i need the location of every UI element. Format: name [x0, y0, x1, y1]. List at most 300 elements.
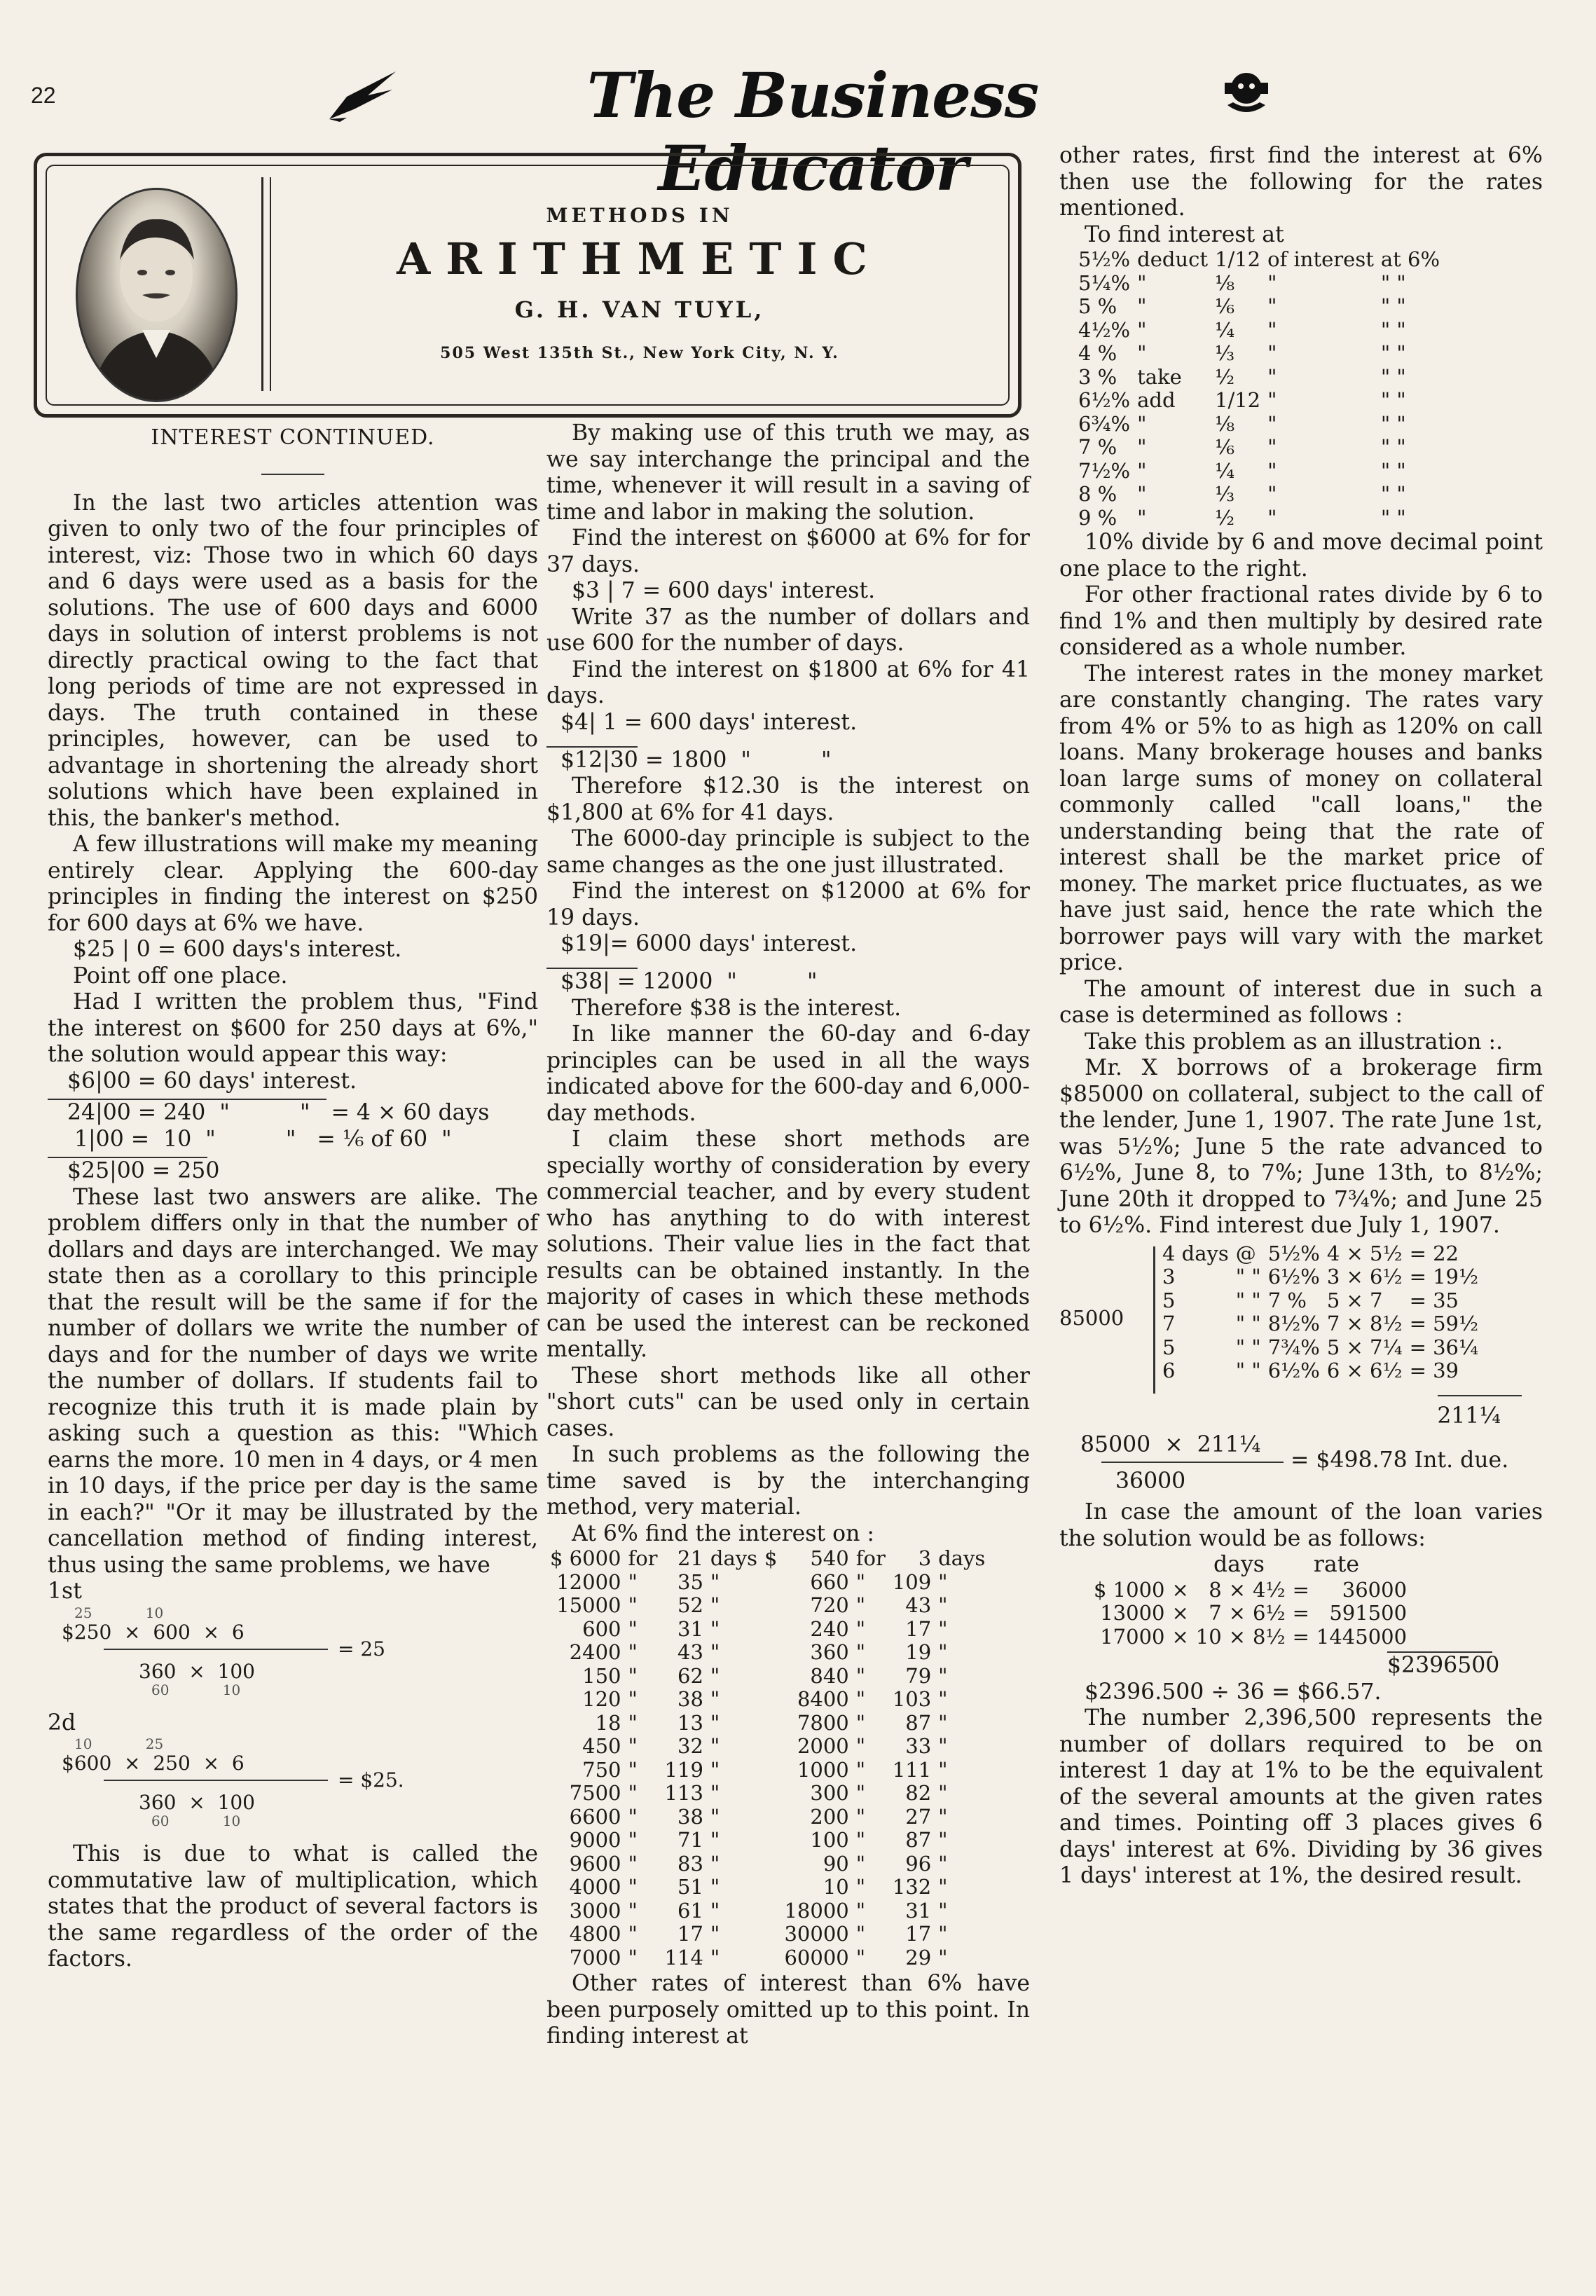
table-cell [761, 1852, 780, 1876]
table-cell: " [855, 1781, 866, 1805]
table-cell: 200 [810, 1804, 849, 1829]
table-cell: take [1137, 364, 1182, 389]
table-cell: 17000 [1100, 1624, 1165, 1649]
table-cell [761, 1618, 780, 1642]
table-cell: " [628, 1828, 638, 1852]
table-cell [761, 1782, 780, 1806]
table-cell: ⅙ [1215, 435, 1235, 459]
table-cell: " " [1235, 1312, 1261, 1335]
table-cell: " [855, 1804, 866, 1829]
table-cell: ⅛ [1215, 411, 1235, 436]
table-cell: 36000 [1342, 1577, 1408, 1602]
table-cell: 83 [677, 1851, 703, 1876]
table-cell: 51 [677, 1875, 703, 1899]
table-cell: 5½% [1078, 247, 1131, 271]
table-cell: ⅛ [1215, 270, 1235, 295]
table-cell: " [855, 1734, 866, 1758]
table-cell: " [938, 1945, 948, 1970]
equation-line: $2396.500 ÷ 36 = $66.57. [1085, 1679, 1382, 1705]
table-row [546, 1665, 989, 1689]
table-cell: " [855, 1569, 866, 1594]
table-cell: 13 [677, 1710, 703, 1735]
table-row [546, 1899, 989, 1923]
table-cell: = 22 [1409, 1241, 1459, 1265]
table-cell: " [710, 1804, 720, 1829]
table-cell: 6 × 6½ [1326, 1359, 1403, 1382]
table-cell [761, 1641, 780, 1665]
table-cell: for [855, 1546, 886, 1570]
table-cell: " [1137, 294, 1147, 318]
table-cell [761, 1829, 780, 1852]
table-cell: 4 days [1162, 1241, 1229, 1265]
table-cell [761, 1876, 780, 1899]
table-cell: ½ [1215, 364, 1235, 389]
paragraph: Find the interest on $1800 at 6% for 41 days. [546, 657, 1030, 708]
example-label: 2d [48, 1710, 76, 1735]
work-line: $38| = 12000 " " [546, 968, 638, 996]
table-cell: 38 [677, 1804, 703, 1829]
table-row [1075, 507, 1443, 530]
table-cell: 6½% [1267, 1265, 1320, 1288]
table-cell: " [710, 1757, 720, 1782]
table-cell: " [628, 1640, 638, 1664]
table-cell: 840 [810, 1663, 849, 1688]
paragraph: In case the amount of the loan varies the solution would be as follows: [1059, 1499, 1543, 1551]
table-cell: " " [1380, 505, 1406, 530]
table-row [1075, 366, 1443, 390]
table-cell: = 39 [1409, 1359, 1459, 1382]
table-row [1090, 1625, 1410, 1649]
table-cell: " [938, 1663, 948, 1688]
table-cell: " " [1380, 482, 1406, 506]
paragraph: Therefore $12.30 is the interest on $1,800 at 6% for 41 days. [546, 774, 1030, 825]
table-cell: " " [1380, 388, 1406, 412]
table-row [1075, 342, 1443, 366]
table-cell: " [938, 1828, 948, 1852]
table-cell [761, 1665, 780, 1689]
table-cell: 9 % [1078, 505, 1117, 530]
table-cell: = [1292, 1624, 1309, 1649]
table-cell: " [855, 1616, 866, 1641]
table-cell: 8 [1209, 1577, 1222, 1602]
work-line: 24|00 = 240 " " = 4 × 60 days [48, 1099, 326, 1127]
table-cell: " [628, 1734, 638, 1758]
table-cell: " [628, 1663, 638, 1688]
table-row [1075, 413, 1443, 436]
table-cell: " [938, 1687, 948, 1711]
table-cell: " [938, 1757, 948, 1782]
table-cell: " [1267, 317, 1277, 342]
table-cell: = [1292, 1577, 1309, 1602]
paragraph: In such problems as the following the time saved is by the interchanging method, very material. [546, 1442, 1030, 1520]
table-cell: " " [1380, 458, 1406, 483]
table-cell: " [1267, 458, 1277, 483]
table-cell: " [938, 1781, 948, 1805]
table-cell: 3000 [569, 1898, 621, 1923]
table-cell: " [855, 1851, 866, 1876]
table-cell: 7500 [569, 1781, 621, 1805]
table-cell: " [1267, 294, 1277, 318]
table-row [546, 1547, 989, 1571]
paragraph: other rates, first find the interest at 6% then use the following for the rates mentioned. [1059, 143, 1543, 221]
table-cell: ⅓ [1215, 341, 1235, 365]
table-cell: " [628, 1875, 638, 1899]
paragraph: Find the interest on $12000 at 6% for 19 days. [546, 879, 1030, 930]
work-line: 1|00 = 10 " " = ⅙ of 60 " [67, 1126, 452, 1152]
table-cell: 5 × 7¼ [1326, 1335, 1403, 1359]
table-cell: 3 × 6½ [1326, 1265, 1403, 1288]
work-line: $4| 1 = 600 days' interest. [560, 709, 858, 735]
table-row [1075, 272, 1443, 296]
table-cell: 5¼% [1078, 270, 1131, 295]
table-cell: " [855, 1663, 866, 1688]
table-cell: 10 [823, 1875, 849, 1899]
table-cell: × [1228, 1601, 1246, 1625]
rate-conversion-table [1075, 248, 1443, 530]
author-address: 505 West 135th St., New York City, N. Y. [440, 344, 839, 362]
table-cell: 13000 [1100, 1601, 1165, 1625]
table-row [1075, 248, 1443, 272]
table-cell: " [710, 1687, 720, 1711]
table-cell: " [938, 1640, 948, 1664]
article-header [34, 153, 1021, 418]
table-row [1159, 1242, 1482, 1266]
table-cell: 660 [810, 1569, 849, 1594]
table-cell: 540 [810, 1546, 849, 1570]
table-row [546, 1876, 989, 1899]
table-row [546, 1641, 989, 1665]
table-cell: 7 [1209, 1601, 1222, 1625]
paragraph: The amount of interest due in such a case is determined as follows : [1059, 976, 1543, 1028]
table-cell: × [1171, 1577, 1189, 1602]
table-cell: 90 [823, 1851, 849, 1876]
table-row [1090, 1602, 1410, 1625]
table-row [1075, 319, 1443, 343]
table-cell: 7 × 8½ [1326, 1312, 1403, 1335]
table-cell: 120 [582, 1687, 621, 1711]
table-row [1159, 1265, 1482, 1289]
table-cell: 7800 [797, 1710, 849, 1735]
column-2 [546, 420, 1030, 2050]
paragraph: The 6000-day principle is subject to the same changes as the one just illustrated. [546, 826, 1030, 878]
table-cell: " [938, 1851, 948, 1876]
table-cell: × [1171, 1601, 1189, 1625]
paragraph: Had I written the problem thus, "Find the interest on $600 for 250 days at 6%," the solution would appear this way: [48, 989, 538, 1067]
table-cell: 1/12 [1215, 388, 1261, 412]
loan-table [1090, 1579, 1410, 1649]
table-cell: " [710, 1593, 720, 1617]
table-cell: " [938, 1804, 948, 1829]
table-cell: " [855, 1875, 866, 1899]
paragraph: In like manner the 60-day and 6-day principles can be used in all the ways indicated above for the 600-day and 6,000-day methods. [546, 1022, 1030, 1126]
table-row [1159, 1289, 1482, 1313]
section-heading: INTEREST CONTINUED. [151, 425, 435, 450]
table-cell: " [710, 1710, 720, 1735]
table-cell: 15000 [556, 1593, 621, 1617]
table-cell: 31 [905, 1898, 932, 1923]
paragraph: Therefore $38 is the interest. [572, 995, 902, 1021]
table-row [546, 1594, 989, 1618]
table-cell: $ 1000 [1094, 1577, 1165, 1602]
table-cell: 61 [677, 1898, 703, 1923]
paragraph: 10% divide by 6 and move decimal point one place to the right. [1059, 530, 1543, 582]
table-cell: 19 [905, 1640, 932, 1664]
table-cell: 591500 [1329, 1601, 1408, 1625]
quill-pen-icon [326, 69, 403, 125]
table-cell: 3 % [1078, 364, 1117, 389]
table-cell: " [938, 1616, 948, 1641]
table-cell: 35 [677, 1569, 703, 1594]
table-cell: " [1267, 270, 1277, 295]
table-cell: " [855, 1945, 866, 1970]
table-cell: " " [1235, 1335, 1261, 1359]
table-cell: 17 [905, 1922, 932, 1946]
table-cell: " [710, 1922, 720, 1946]
table-cell: × [1171, 1624, 1189, 1649]
table-cell: 8 % [1078, 482, 1117, 506]
table-cell: 300 [810, 1781, 849, 1805]
table-cell: 132 [892, 1875, 932, 1899]
table-cell: " [1137, 317, 1147, 342]
rate-days-table [1159, 1242, 1482, 1383]
example-label: 1st [48, 1579, 82, 1604]
table-cell: 17 [905, 1616, 932, 1641]
paragraph: Write 37 as the number of dollars and use 600 for the number of days. [546, 604, 1030, 656]
table-cell: = 59½ [1409, 1312, 1479, 1335]
table-cell: 4800 [569, 1922, 621, 1946]
paragraph: A few illustrations will make my meaning entirely clear. Applying the 600-day principles in finding the interest on $250 for 600 days at 6% we have. [48, 832, 538, 936]
table-cell: " [1267, 505, 1277, 530]
table-cell: 32 [677, 1734, 703, 1758]
table-cell: " [1267, 388, 1277, 412]
table-cell: ⅓ [1215, 482, 1235, 506]
table-cell: " [855, 1922, 866, 1946]
paragraph: By making use of this truth we may, as we say interchange the principal and the time, whenever it will result in a saving of time and labor in making the solution. [546, 420, 1030, 525]
paragraph: Take this problem as an illustration :. [1085, 1029, 1504, 1054]
table-cell: " [710, 1875, 720, 1899]
table-cell: " [710, 1898, 720, 1923]
table-cell: 9600 [569, 1851, 621, 1876]
table-cell: " [710, 1569, 720, 1594]
table-cell: " [855, 1898, 866, 1923]
table-cell: $ [764, 1546, 778, 1570]
paragraph: In the last two articles attention was given to only two of the four principles of interest, viz: Those two in which 60 days and 6 days were used as a basis for the solutions. The use of 600 days and 6000 days in solution of interst problems is not directly practical owing to the fact that long periods of time are not expressed in days. The truth contained in these principles, however, can be used to advantage in shortening the already short solutions which have been explained in this, the banker's method. [48, 490, 538, 831]
table-row [1075, 460, 1443, 483]
table-cell: 1/12 [1215, 247, 1261, 271]
table-cell: " " [1380, 270, 1406, 295]
table-cell: 60000 [784, 1945, 849, 1970]
table-cell: 17 [677, 1922, 703, 1946]
table-cell: " [855, 1757, 866, 1782]
table-cell [761, 1923, 780, 1946]
table-cell: " " [1235, 1288, 1261, 1312]
text-line: Point off one place. [73, 963, 288, 989]
table-cell: 8½% [1267, 1312, 1320, 1335]
table-row [546, 1618, 989, 1642]
table-cell: = 19½ [1409, 1265, 1479, 1288]
column-1 [48, 425, 538, 1973]
table-cell: at 6% [1380, 247, 1440, 271]
principal-amount: 85000 [1059, 1305, 1124, 1330]
table-row [546, 1946, 989, 1970]
table-cell [761, 1806, 780, 1829]
table-cell: " [628, 1687, 638, 1711]
paragraph: Other rates of interest than 6% have been purposely omitted up to this point. In finding interest at [546, 1971, 1030, 2049]
paragraph: For other fractional rates divide by 6 to find 1% and then multiply by desired rate considered as a whole number. [1059, 582, 1543, 660]
table-cell: " " [1380, 294, 1406, 318]
table-cell: 79 [905, 1663, 932, 1688]
table-cell: 4½% [1078, 317, 1131, 342]
table-cell: 52 [677, 1593, 703, 1617]
table-cell [761, 1571, 780, 1595]
table-cell: = 36¼ [1409, 1335, 1479, 1359]
column-3 [1059, 143, 1543, 1890]
table-row [1159, 1336, 1482, 1360]
table-cell: 87 [905, 1710, 932, 1735]
table-cell: " [710, 1828, 720, 1852]
table-cell: 150 [582, 1663, 621, 1688]
table-cell: " [628, 1757, 638, 1782]
table-cell: = 35 [1409, 1288, 1459, 1312]
table-cell: " [938, 1734, 948, 1758]
table-cell: 4 × 5½ [1326, 1241, 1403, 1265]
table-cell: add [1137, 388, 1176, 412]
table-cell: " " [1235, 1265, 1261, 1288]
table-row [1090, 1579, 1410, 1602]
table-cell: " [628, 1898, 638, 1923]
table-cell [761, 1946, 780, 1970]
text-line: At 6% find the interest on : [572, 1520, 875, 1546]
table-cell: 18000 [784, 1898, 849, 1923]
table-cell: 31 [677, 1616, 703, 1641]
table-cell: " [1137, 458, 1147, 483]
table-row [1075, 389, 1443, 413]
table-cell: × [1228, 1577, 1246, 1602]
table-row [546, 1829, 989, 1852]
calc-total: 211¼ [1437, 1403, 1501, 1429]
table-cell: " [855, 1687, 866, 1711]
table-cell: " [628, 1922, 638, 1946]
cancellation-fraction-2: 10 25 $600 × 250 × 6 = $25. 360 × 100 60 10 [62, 1735, 404, 1829]
table-cell [761, 1688, 780, 1712]
table-cell [761, 1735, 780, 1759]
text-line: To find interest at [1085, 221, 1284, 247]
table-row [1075, 295, 1443, 319]
table-cell: 1000 [797, 1757, 849, 1782]
table-cell: 4½ [1253, 1577, 1286, 1602]
table-cell: 6 [1162, 1359, 1176, 1382]
table-cell: 43 [677, 1640, 703, 1664]
table-cell: 71 [677, 1828, 703, 1852]
table-cell: 7000 [569, 1945, 621, 1970]
table-cell: 4 % [1078, 341, 1117, 365]
table-cell: 113 [664, 1781, 703, 1805]
table-cell: " " [1380, 435, 1406, 459]
call-loan-calculation [1059, 1242, 1543, 1424]
table-cell: " [710, 1663, 720, 1688]
table-cell: 119 [664, 1757, 703, 1782]
table-cell: 8400 [797, 1687, 849, 1711]
table-cell: 450 [582, 1734, 621, 1758]
table-cell: " [938, 1569, 948, 1594]
table-cell: " [710, 1640, 720, 1664]
table-cell: " [938, 1875, 948, 1899]
table-cell: " " [1380, 411, 1406, 436]
table-cell: 6½% [1078, 388, 1131, 412]
table-cell: 38 [677, 1687, 703, 1711]
table-cell: @ [1235, 1241, 1256, 1265]
table-cell: " [628, 1616, 638, 1641]
table-cell: " [628, 1593, 638, 1617]
article-title: ARITHMETIC [397, 233, 883, 284]
table-cell: " [855, 1640, 866, 1664]
table-cell: 111 [892, 1757, 932, 1782]
article-author: G. H. VAN TUYL, [514, 296, 765, 323]
table-cell: " [1137, 411, 1147, 436]
table-cell: 18 [595, 1710, 621, 1735]
table-cell: 240 [810, 1616, 849, 1641]
table-row [546, 1571, 989, 1595]
table-cell: ¼ [1215, 458, 1235, 483]
masthead-title: The Business Educator [586, 59, 1039, 205]
loan-header: days rate [1213, 1552, 1360, 1577]
emblem-icon [1218, 63, 1275, 121]
interest-fraction: 85000 × 211¼ = $498.78 Int. due. 36000 [1080, 1432, 1509, 1494]
table-cell: deduct [1137, 247, 1208, 271]
table-cell: " " [1380, 364, 1406, 389]
table-cell: for [628, 1546, 658, 1570]
table-cell: " [1137, 270, 1147, 295]
page-number: 22 [31, 83, 56, 108]
table-cell: $ 6000 [550, 1546, 621, 1570]
table-cell: 29 [905, 1945, 932, 1970]
table-cell: 5½% [1267, 1241, 1320, 1265]
table-cell: days [710, 1546, 758, 1570]
paragraph: These last two answers are alike. The problem differs only in that the number of dollars and days are interchanged. We may state then as a corollary to this principle that the result will be the same if for the number of dollars we write the number of days and for the number of days we write the number of dollars. If students fail to recognize this truth it is made plain by asking such a question as this: "Which earns the more. 10 men in 4 days, or 4 men in 10 days, if the price per day is the same in each?" "Or it may be illustrated by the cancellation method of finding interest, thus using the same problems, we have [48, 1184, 538, 1578]
author-portrait [76, 188, 238, 402]
table-cell: ¼ [1215, 317, 1235, 342]
table-cell: 2400 [569, 1640, 621, 1664]
table-cell: 750 [582, 1757, 621, 1782]
table-cell: " [1267, 482, 1277, 506]
table-cell: 6½% [1267, 1359, 1320, 1382]
table-cell: 7 [1162, 1312, 1176, 1335]
table-cell: 5 [1162, 1335, 1176, 1359]
table-cell: 5 [1162, 1288, 1176, 1312]
paragraph: Find the interest on $6000 at 6% for for 37 days. [546, 525, 1030, 577]
table-row [546, 1923, 989, 1946]
table-cell: 600 [582, 1616, 621, 1641]
table-row [1159, 1359, 1482, 1383]
table-cell: " [628, 1804, 638, 1829]
table-cell: " [710, 1945, 720, 1970]
table-cell: " [710, 1734, 720, 1758]
table-cell: " [938, 1710, 948, 1735]
table-row [1075, 483, 1443, 507]
table-cell: " [855, 1593, 866, 1617]
paragraph: The number 2,396,500 represents the number of dollars required to be on interest 1 day at 1% to be the equivalent of the several amounts at the given rates and times. Pointing off 3 places gives 6 days' interest at 6%. Dividing by 36 gives 1 days' interest at 1%, the desired result. [1059, 1705, 1543, 1888]
table-cell: 360 [810, 1640, 849, 1664]
table-cell: 30000 [784, 1922, 849, 1946]
table-cell: " [938, 1898, 948, 1923]
table-row [546, 1712, 989, 1735]
table-cell: 114 [664, 1945, 703, 1970]
table-cell: of interest [1267, 247, 1374, 271]
table-cell: " [938, 1593, 948, 1617]
table-cell: 62 [677, 1663, 703, 1688]
table-cell: 6½ [1253, 1601, 1286, 1625]
table-cell: ½ [1215, 505, 1235, 530]
